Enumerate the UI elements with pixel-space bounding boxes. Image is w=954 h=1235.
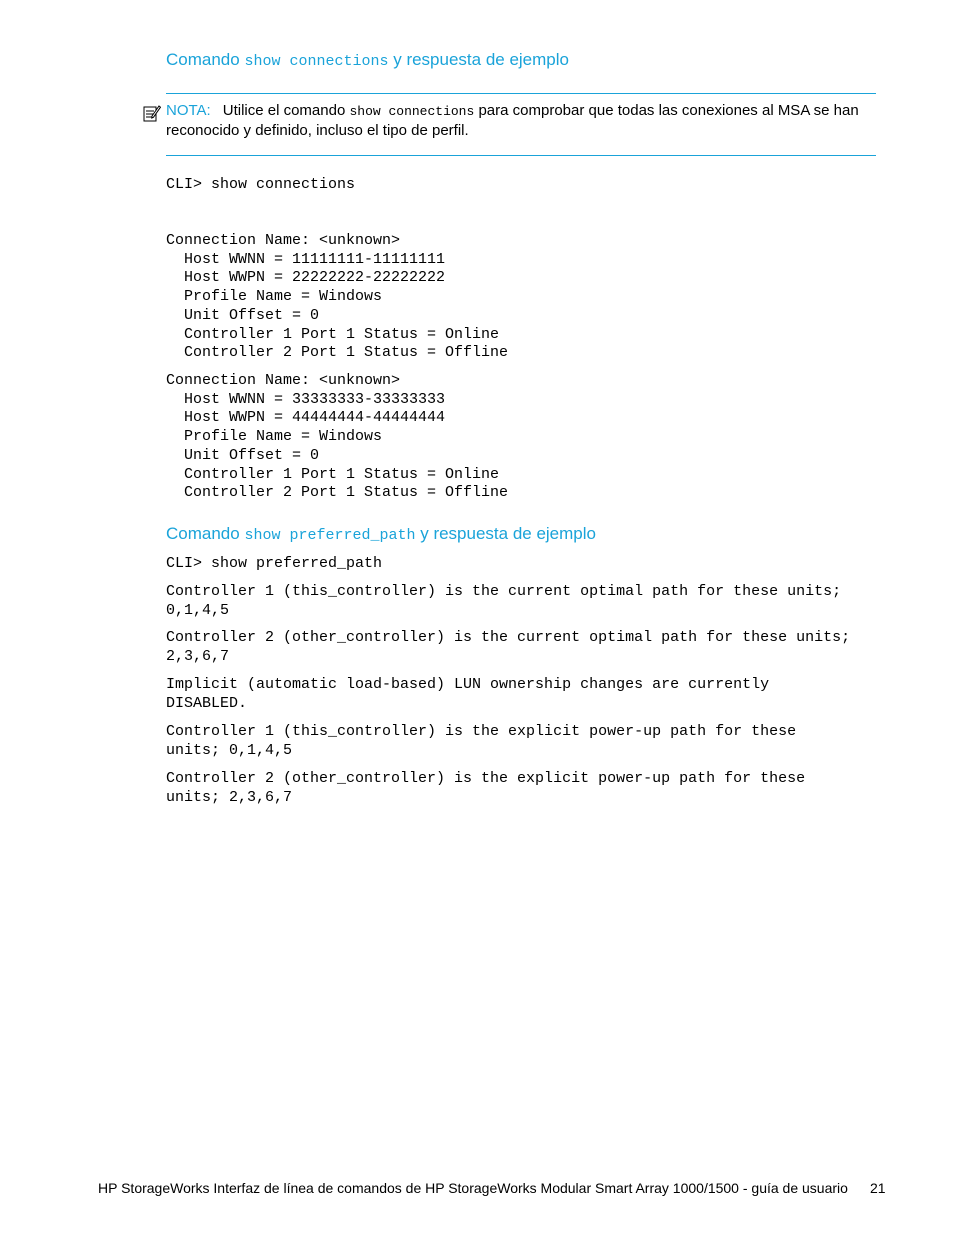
cli-prompt-preferred-path: CLI> show preferred_path [166,555,383,572]
note-bottom-rule [166,155,876,156]
note-command: show connections [349,104,475,119]
connection-line: Profile Name = Windows [166,288,383,306]
connection-line: Profile Name = Windows [166,428,383,446]
connection-line: Unit Offset = 0 [166,446,320,464]
connection-line: Host WWPN = 44444444-44444444 [166,409,446,427]
connection-line: Host WWNN = 11111111-11111111 [166,250,446,268]
connection-line: Unit Offset = 0 [166,306,320,324]
note-text-after: para comprobar que todas las conexiones al MSA se han reconocido y definido, incluso el tipo de perfil. [166,102,859,139]
connection-name-line: Connection Name: <unknown> [166,372,401,389]
heading-prefix: Comando [166,50,240,69]
heading-prefix: Comando [166,524,240,543]
cli-prompt-connections: CLI> show connections [166,176,356,193]
section-heading-show-connections [166,50,569,70]
note-text-before: Utilice el comando [222,102,346,119]
heading-command: show preferred_path [244,527,416,544]
connection-line: Host WWNN = 33333333-33333333 [166,390,446,408]
connection-block [166,372,508,503]
footer-text: HP StorageWorks Interfaz de línea de comandos de HP StorageWorks Modular Smart Array 1000/1500 - guía de usuario [98,1180,848,1196]
connection-line: Controller 1 Port 1 Status = Online [166,325,500,343]
note-label: NOTA: [166,102,211,119]
heading-command: show connections [244,53,389,70]
connection-line: Controller 2 Port 1 Status = Offline [166,484,509,502]
heading-suffix: y respuesta de ejemplo [393,50,569,69]
output-paragraph: Controller 2 (other_controller) is the explicit power-up path for these units; 2,3,6,7 [166,770,806,806]
page-number: 21 [869,1180,886,1196]
section-heading-show-preferred-path [166,524,596,544]
connection-line: Controller 1 Port 1 Status = Online [166,465,500,483]
output-paragraph: Controller 2 (other_controller) is the current optimal path for these units; 2,3,6,7 [166,629,851,665]
note-top-rule [166,93,876,94]
page-footer [98,1180,886,1196]
connection-name-line: Connection Name: <unknown> [166,232,401,249]
note-pencil-icon [143,104,161,122]
connection-block [166,232,508,363]
output-paragraph: Controller 1 (this_controller) is the explicit power-up path for these units; 0,1,4,5 [166,723,797,759]
note-block [166,101,866,140]
connection-line: Host WWPN = 22222222-22222222 [166,269,446,287]
output-paragraph: Controller 1 (this_controller) is the current optimal path for these units; 0,1,4,5 [166,583,842,619]
heading-suffix: y respuesta de ejemplo [420,524,596,543]
connection-line: Controller 2 Port 1 Status = Offline [166,344,509,362]
output-paragraph: Implicit (automatic load-based) LUN ownership changes are currently DISABLED. [166,676,770,712]
